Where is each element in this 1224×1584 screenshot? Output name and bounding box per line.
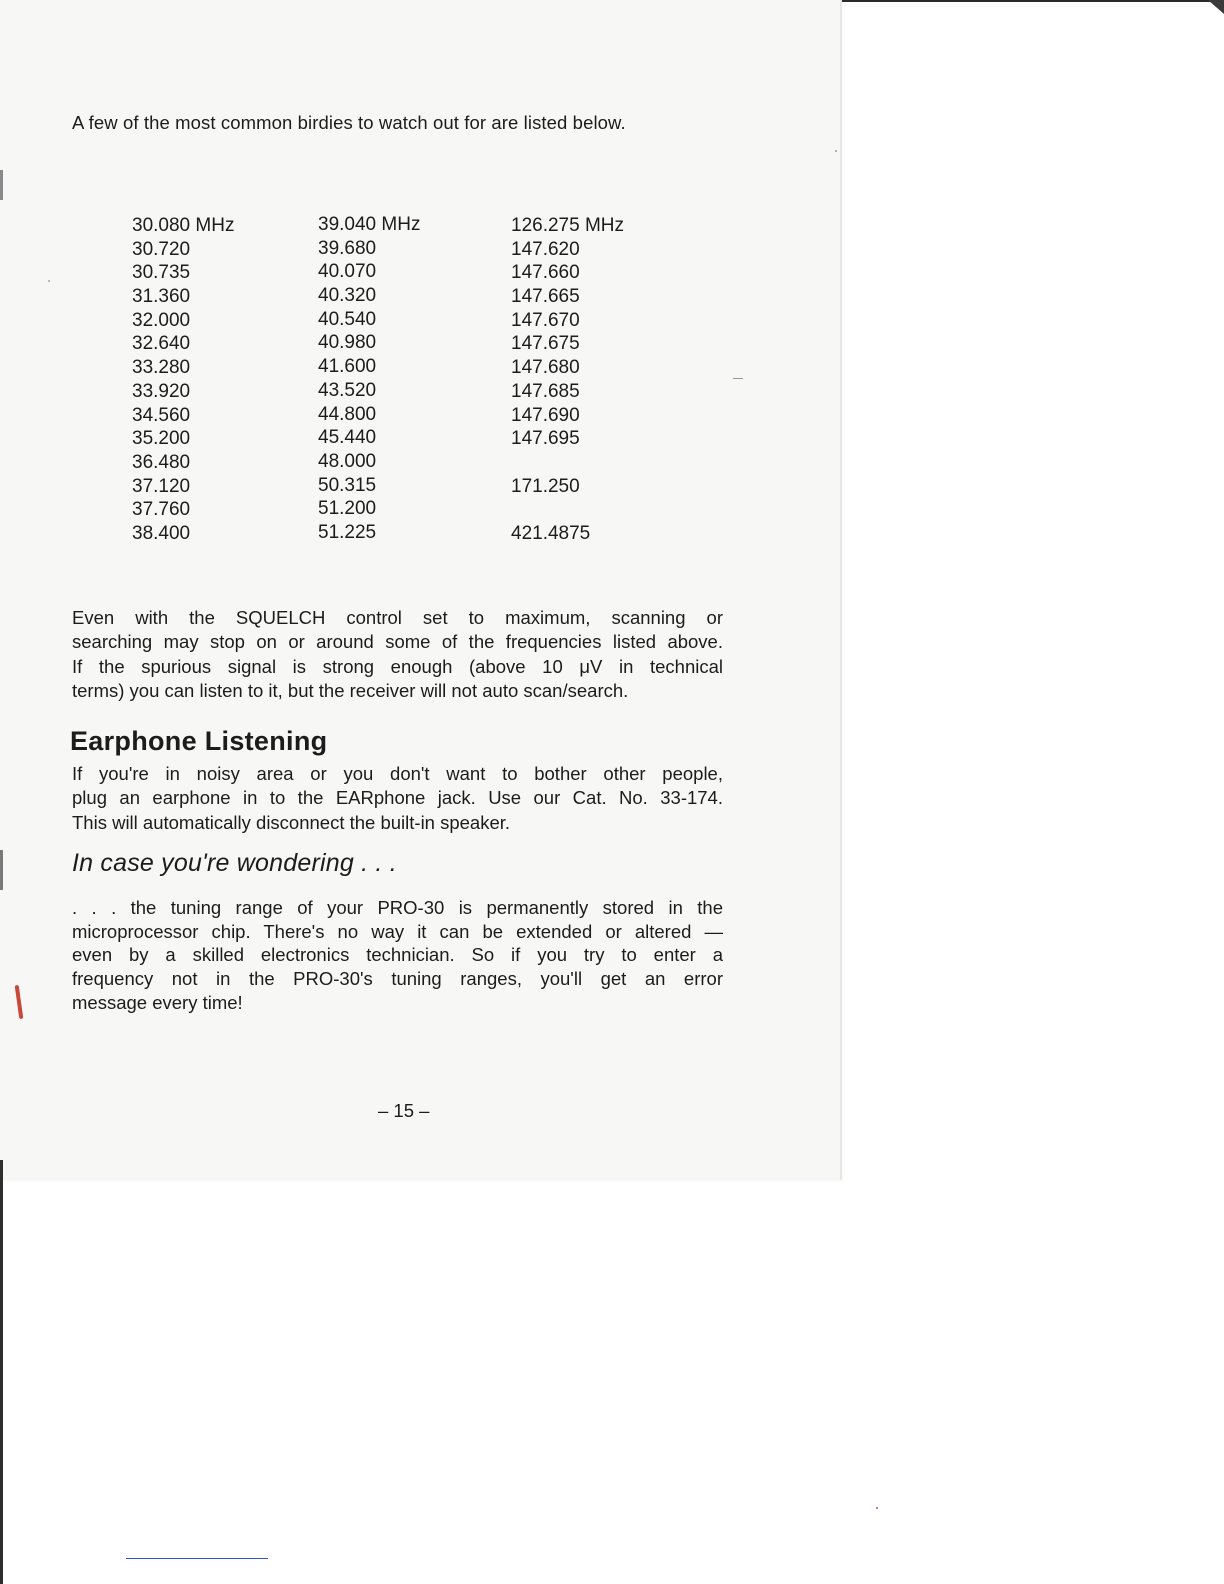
frequency-value: 40.540: [318, 308, 377, 330]
intro-text: A few of the most common birdies to watch out for are listed below.: [72, 112, 626, 133]
frequency-value: 35.200: [132, 428, 191, 450]
wondering-paragraph: [72, 896, 723, 1015]
frequency-value: 36.480: [132, 451, 191, 473]
earphone-paragraph: [72, 762, 723, 835]
frequency-value: 51.200: [318, 498, 377, 520]
frequency-value: 147.675: [511, 333, 580, 355]
scan-speck: [835, 150, 837, 152]
earphone-heading: Earphone Listening: [70, 726, 328, 756]
frequency-value: 41.600: [318, 356, 377, 378]
frequency-column-1: [132, 214, 234, 546]
scan-corner: [1208, 0, 1224, 14]
frequency-value: 33.280: [132, 357, 191, 379]
frequency-value: 147.670: [511, 309, 580, 331]
squelch-paragraph: [72, 606, 723, 703]
frequency-value: 147.685: [511, 380, 580, 402]
frequency-value: 31.360: [132, 286, 191, 308]
paragraph-line: This will automatically disconnect the built-in speaker.: [72, 811, 511, 833]
frequency-value: [511, 498, 624, 522]
frequency-value: 147.680: [511, 357, 580, 379]
frequency-value: 48.000: [318, 450, 377, 472]
page-number: – 15 –: [378, 1100, 430, 1121]
frequency-value: 32.000: [132, 309, 191, 331]
frequency-value: 147.665: [511, 286, 580, 308]
scan-speck: [48, 280, 50, 282]
frequency-value: 147.620: [511, 238, 580, 260]
frequency-value: 32.640: [132, 333, 191, 355]
frequency-value: 51.225: [318, 521, 377, 543]
paragraph-line: If you're in noisy area or you don't want to bother other people,: [72, 763, 723, 784]
scan-border-line: [842, 0, 1224, 2]
scan-binding-edge: [0, 170, 3, 200]
frequency-value: 147.660: [511, 262, 580, 284]
frequency-value: 30.720: [132, 238, 191, 260]
frequency-value: 40.980: [318, 332, 377, 354]
paragraph-line: even by a skilled electronics technician. So if you try to enter a: [72, 944, 723, 966]
paragraph-line: Even with the SQUELCH control set to maximum, scanning or: [72, 607, 723, 628]
blue-scan-line: [126, 1558, 268, 1559]
paragraph-line: frequency not in the PRO-30's tuning ranges, you'll get an error: [72, 968, 723, 990]
paragraph-line: terms) you can listen to it, but the receiver will not auto scan/search.: [72, 679, 629, 701]
frequency-value: 40.070: [318, 261, 377, 283]
page-edge: [840, 0, 842, 1180]
frequency-value: 37.120: [132, 475, 191, 497]
frequency-value: 43.520: [318, 379, 377, 401]
frequency-value: 34.560: [132, 404, 191, 426]
frequency-value: [511, 451, 624, 475]
paragraph-line: searching may stop on or around some of the frequencies listed above.: [72, 631, 723, 653]
paragraph-line: If the spurious signal is strong enough (above 10 μV in technical: [72, 655, 723, 677]
frequency-value: 40.320: [318, 285, 377, 307]
scan-binding-edge: [0, 850, 3, 890]
frequency-value: 37.760: [132, 499, 191, 521]
frequency-value: 44.800: [318, 403, 377, 425]
frequency-value: 147.690: [511, 404, 580, 426]
wondering-heading: In case you're wondering . . .: [72, 849, 397, 877]
frequency-value: 50.315: [318, 474, 377, 496]
scan-speck: [733, 378, 743, 379]
frequency-value: 45.440: [318, 427, 377, 449]
frequency-value: 30.735: [132, 262, 191, 284]
frequency-value: 39.040 MHz: [318, 214, 421, 235]
frequency-value: 30.080 MHz: [132, 215, 235, 236]
frequency-value: 38.400: [132, 522, 191, 544]
frequency-value: 147.695: [511, 428, 580, 450]
scan-speck: [876, 1507, 878, 1509]
frequency-value: 126.275 MHz: [511, 215, 625, 236]
frequency-value: 39.680: [318, 237, 377, 259]
frequency-value: 33.920: [132, 380, 191, 402]
frequency-column-3: [511, 214, 624, 546]
scan-binding-edge: [0, 1160, 3, 1584]
frequency-column-2: [318, 213, 420, 545]
paragraph-line: plug an earphone in to the EARphone jack. Use our Cat. No. 33-174.: [72, 787, 723, 809]
paragraph-line: message every time!: [72, 991, 243, 1013]
paragraph-line: . . . the tuning range of your PRO-30 is permanently stored in the: [72, 897, 723, 918]
frequency-value: 171.250: [511, 475, 580, 497]
paragraph-line: microprocessor chip. There's no way it can be extended or altered —: [72, 920, 723, 942]
frequency-value: 421.4875: [511, 522, 591, 544]
